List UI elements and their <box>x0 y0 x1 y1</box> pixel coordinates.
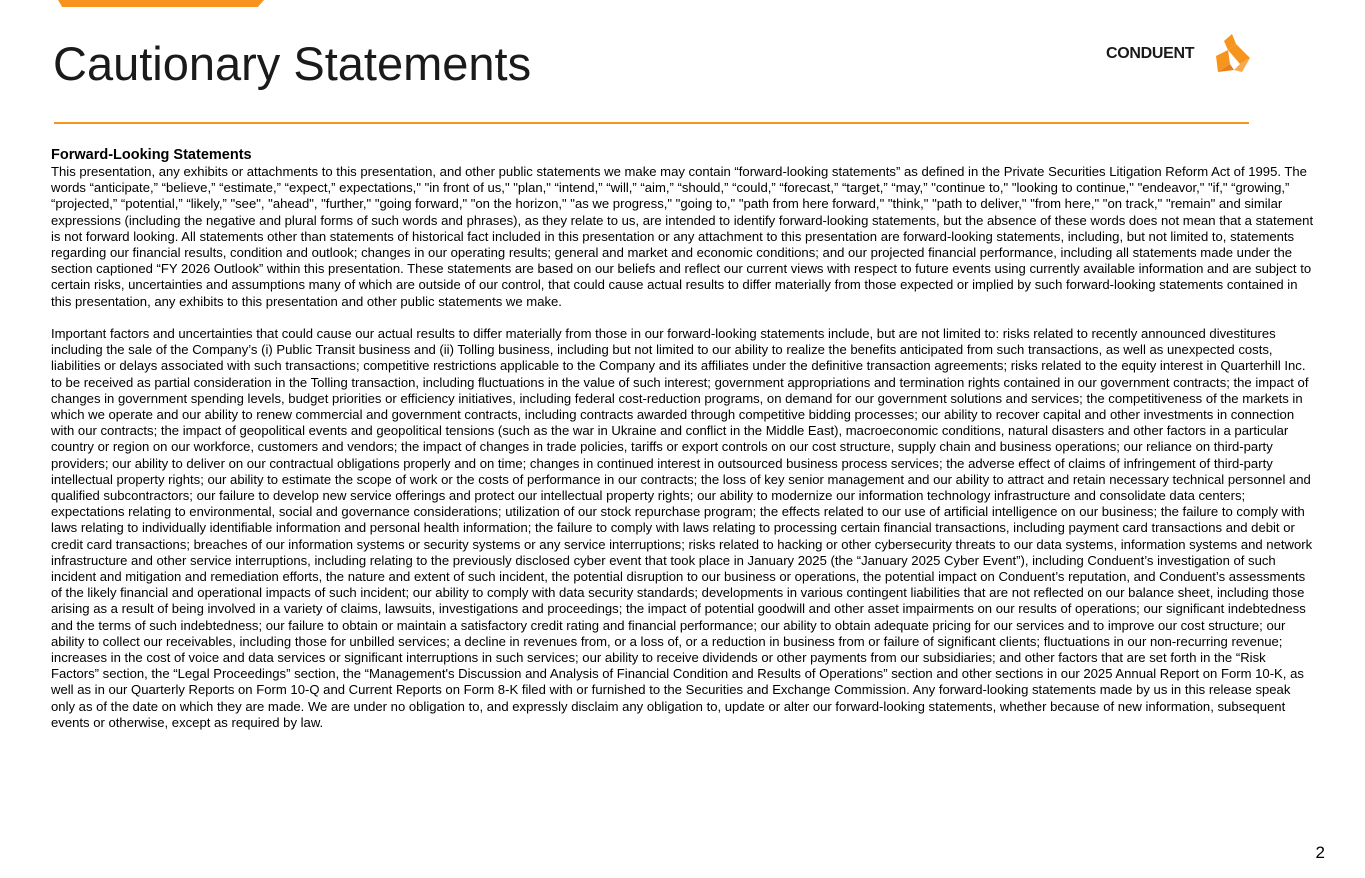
paragraph-forward-looking: This presentation, any exhibits or attachments to this presentation, and other public statements we make may contain “forward-looking statements” as defined in the Private Securities Litigation Reform Act of 1995. The words “anticipate,” “believe,” “estimate,” “expect,” expectations," "in front of us," "plan," “intend,” “will,” “aim,” “should,” “could,” “forecast,” “target,” “may,” "continue to," "looking to continue," "endeavor," "if," “growing,” “projected,” “potential,” “likely,” "see", "ahead", "further," "going forward," "on the horizon," "as we progress," "going to," "path from here forward," "think," "path to deliver," "from here," "on track," "remain" and similar expressions (including the negative and plural forms of such words and phrases), as they relate to us, are intended to identify forward-looking statements, but the absence of these words does not mean that a statement is not forward looking. All statements other than statements of historical fact included in this presentation or any attachment to this presentation are forward-looking statements, including, but not limited to, statements regarding our financial results, condition and outlook; changes in our operating results; general and market and economic conditions; and our projected financial performance, including all statements made under the section captioned “FY 2026 Outlook” within this presentation. These statements are based on our beliefs and reflect our current views with respect to future events using currently available information and are subject to certain risks, uncertainties and assumptions many of which are outside of our control, that could cause actual results to differ materially from those expected or implied by such forward-looking statements contained in this presentation, any exhibits to this presentation and other public statements we make. <box>51 164 1314 309</box>
cautionary-statements-body <box>51 146 1317 731</box>
logo-wordmark: CONDUENT <box>1106 45 1195 62</box>
page-title: Cautionary Statements <box>53 37 532 90</box>
title-divider <box>54 122 1249 124</box>
header-accent-tab <box>58 0 264 7</box>
conduent-logo-mark-icon <box>1210 34 1250 74</box>
section-heading: Forward-Looking Statements <box>51 147 252 163</box>
conduent-logo <box>1106 34 1252 74</box>
page-number: 2 <box>1315 843 1325 862</box>
paragraph-risk-factors: Important factors and uncertainties that could cause our actual results to differ materially from those in our forward-looking statements include, but are not limited to: risks related to recently announced divestitures including the sale of the Company’s (i) Public Transit business and (ii) Tolling business, including but not limited to our ability to realize the benefits anticipated from such transactions, as well as unexpected costs, liabilities or delays associated with such transactions; competitive restrictions applicable to the Company and its affiliates under the definitive transaction agreements; risks related to the equity interest in Quarterhill Inc. to be received as partial consideration in the Tolling transaction, including fluctuations in the value of such interest; government appropriations and termination rights contained in our government contracts; the impact of changes in government spending levels, budget priorities or efficiency initiatives, including federal cost-reduction programs, on demand for our government solutions and services; the competitiveness of the markets in which we operate and our ability to renew commercial and government contracts, including contracts awarded through competitive bidding processes; our ability to recover capital and other investments in connection with our contracts; the impact of geopolitical events and geopolitical tensions (such as the war in Ukraine and conflict in the Middle East), macroeconomic conditions, natural disasters and other factors in a particular country or region on our workforce, customers and vendors; the impact of changes in trade policies, tariffs or export controls on our cost structure, supply chain and business operations; our reliance on third-party providers; our ability to deliver on our contractual obligations properly and on time; changes in continued interest in outsourced business process services; the adverse effect of claims of infringement of third-party intellectual property rights; our ability to estimate the scope of work or the costs of performance in our contracts; the loss of key senior management and our ability to attract and retain necessary technical personnel and qualified subcontractors; our failure to develop new service offerings and protect our intellectual property rights; our ability to modernize our information technology infrastructure and consolidate data centers; expectations relating to environmental, social and governance considerations; utilization of our stock repurchase program; the effects related to our use of artificial intelligence on our business; the failure to comply with laws relating to individually identifiable information and personal health information; the failure to comply with laws relating to processing certain financial transactions, including payment card transactions and debit or credit card transactions; breaches of our information systems or security systems or any service interruptions; risks related to hacking or other cybersecurity threats to our data systems, information systems and network infrastructure and other service interruptions, including relating to the previously disclosed cyber event that took place in January 2025 (the “January 2025 Cyber Event”), including Conduent’s investigation of such incident and mitigation and remediation efforts, the nature and extent of such incident, the potential disruption to our business or operations, the potential impact on Conduent’s reputation, and Conduent’s assessments of the likely financial and operational impacts of such incident; our ability to comply with data security standards; developments in various contingent liabilities that are not reflected on our balance sheet, including those arising as a result of being involved in a variety of claims, lawsuits, investigations and proceedings; the impact of potential goodwill and other asset impairments on our results of operations; our significant indebtedness and the terms of such indebtedness; our failure to obtain or maintain a satisfactory credit rating and financial performance; our ability to obtain adequate pricing for our services and to improve our cost structure; our ability to collect our receivables, including those for unbilled services; a decline in revenues from, or a loss of, or a reduction in business from or failure of significant clients; fluctuations in our non-recurring revenue; increases in the cost of voice and data services or significant interruptions in such services; our ability to receive dividends or other payments from our subsidiaries; and other factors that are set forth in the “Risk Factors” section, the “Legal Proceedings” section, the “Management's Discussion and Analysis of Financial Condition and Results of Operations” section and other sections in our 2025 Annual Report on Form 10-K, as well as in our Quarterly Reports on Form 10-Q and Current Reports on Form 8-K filed with or furnished to the Securities and Exchange Commission. Any forward-looking statements made by us in this release speak only as of the date on which they are made. We are under no obligation to, and expressly disclaim any obligation to, update or alter our forward-looking statements, whether because of new information, subsequent events or otherwise, except as required by law. <box>51 326 1313 730</box>
